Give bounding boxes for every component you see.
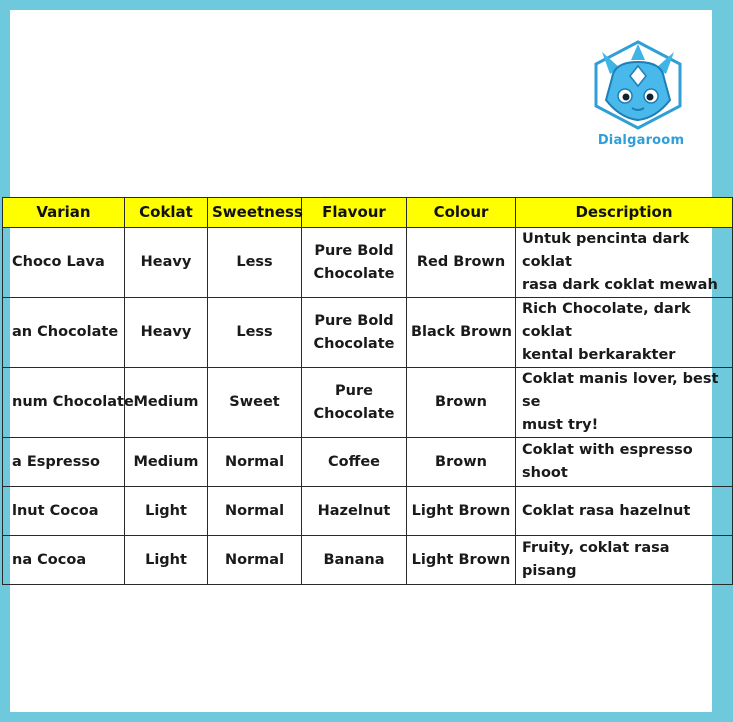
cell-flavour-line: Coffee <box>327 453 381 470</box>
cell-flavour-line: Banana <box>323 551 385 568</box>
cell-description-line: Coklat rasa hazelnut <box>522 502 691 519</box>
cell-description-line: Fruity, coklat rasa pisang <box>522 540 670 579</box>
cell-colour: Brown <box>407 438 516 487</box>
table-header-row <box>3 198 733 228</box>
cell-flavour-line: Chocolate <box>313 405 395 422</box>
cell-description-line: Untuk pencinta dark coklat <box>522 231 690 270</box>
table-row <box>3 438 733 487</box>
cell-sweetness: Less <box>208 228 302 298</box>
table-row <box>3 298 733 368</box>
cell-sweetness: Normal <box>208 487 302 536</box>
cell-description-line: kental berkarakter <box>522 347 676 363</box>
header-sweetness: Sweetness <box>208 198 302 228</box>
cell-colour: Light Brown <box>407 487 516 536</box>
brand-logo <box>586 40 696 155</box>
cell-description-line: Coklat manis lover, best se <box>522 371 719 410</box>
cell-flavour-line: Pure Bold <box>314 312 394 329</box>
cell-flavour-line: Hazelnut <box>317 502 391 519</box>
cell-sweetness: Normal <box>208 438 302 487</box>
cell-description <box>516 438 733 487</box>
cell-sweetness: Normal <box>208 536 302 585</box>
cell-coklat: Light <box>125 487 208 536</box>
cell-sweetness: Less <box>208 298 302 368</box>
cell-description <box>516 536 733 585</box>
cell-flavour-line: Chocolate <box>313 335 395 352</box>
cell-varian: na Cocoa <box>3 536 125 585</box>
brand-name: Dialgaroom <box>597 133 685 148</box>
cell-flavour-line: Pure <box>335 382 373 399</box>
cell-flavour-line: Chocolate <box>313 265 395 282</box>
cell-coklat: Heavy <box>125 228 208 298</box>
header-description: Description <box>516 198 733 228</box>
product-table-container <box>10 197 719 579</box>
product-table <box>2 197 733 585</box>
cell-varian: an Chocolate <box>3 298 125 368</box>
cell-varian: num Chocolate <box>3 368 125 438</box>
cell-flavour <box>302 536 407 585</box>
cell-sweetness: Sweet <box>208 368 302 438</box>
cell-description <box>516 298 733 368</box>
cell-flavour <box>302 438 407 487</box>
cell-coklat: Heavy <box>125 298 208 368</box>
cell-description-line: Rich Chocolate, dark coklat <box>522 301 691 340</box>
header-varian: Varian <box>3 198 125 228</box>
header-coklat: Coklat <box>125 198 208 228</box>
dragon-mascot-icon <box>590 40 686 130</box>
cell-coklat: Light <box>125 536 208 585</box>
cell-description <box>516 487 733 536</box>
cell-varian: a Espresso <box>3 438 125 487</box>
header-colour: Colour <box>407 198 516 228</box>
cell-description-line: Coklat with espresso shoot <box>522 442 693 481</box>
table-row <box>3 228 733 298</box>
cell-colour: Black Brown <box>407 298 516 368</box>
cell-flavour <box>302 298 407 368</box>
cell-varian: lnut Cocoa <box>3 487 125 536</box>
cell-description <box>516 368 733 438</box>
cell-flavour-line: Pure Bold <box>314 242 394 259</box>
cell-flavour <box>302 228 407 298</box>
table-body <box>3 228 733 585</box>
cell-coklat: Medium <box>125 438 208 487</box>
cell-description-line: must try! <box>522 417 599 433</box>
cell-description <box>516 228 733 298</box>
table-row <box>3 487 733 536</box>
cell-description-line: rasa dark coklat mewah <box>522 277 718 293</box>
cell-varian: Choco Lava <box>3 228 125 298</box>
cell-coklat: Medium <box>125 368 208 438</box>
table-row <box>3 536 733 585</box>
cell-flavour <box>302 368 407 438</box>
cell-colour: Light Brown <box>407 536 516 585</box>
image-canvas <box>10 10 719 712</box>
cell-colour: Red Brown <box>407 228 516 298</box>
cell-colour: Brown <box>407 368 516 438</box>
header-flavour: Flavour <box>302 198 407 228</box>
table-row <box>3 368 733 438</box>
cell-flavour <box>302 487 407 536</box>
